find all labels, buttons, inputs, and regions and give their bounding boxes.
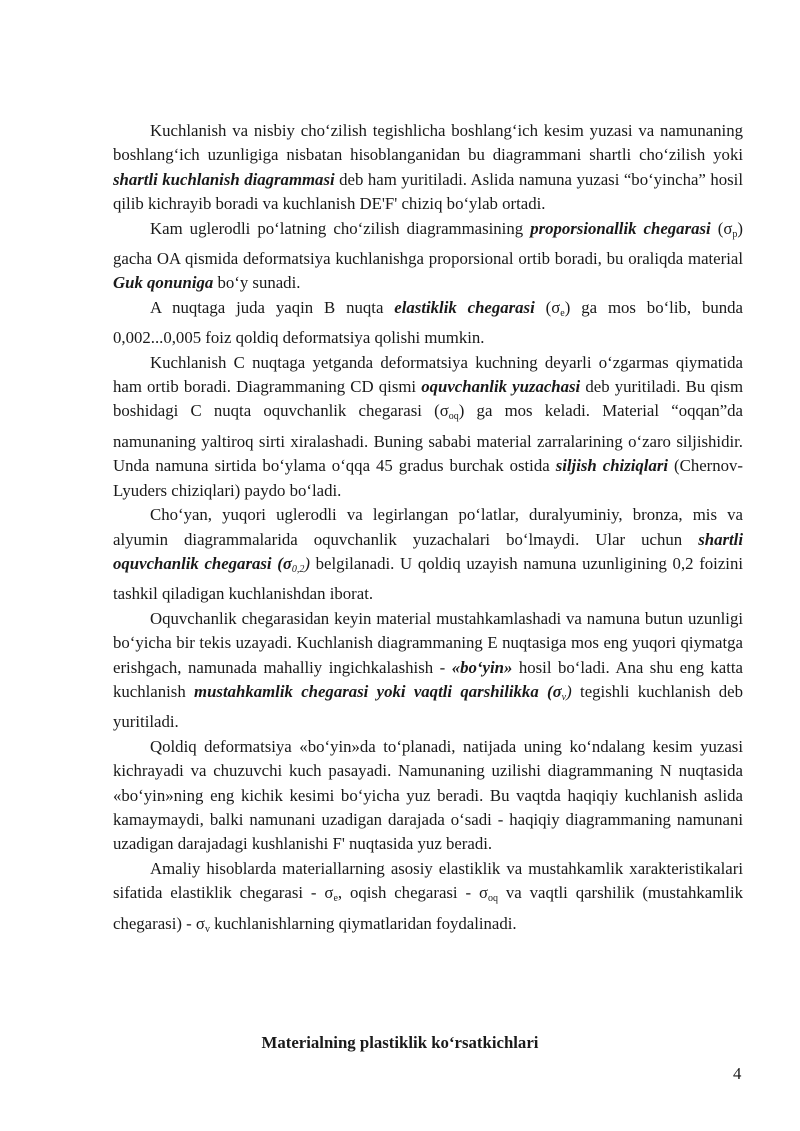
subscript: p [732,228,738,240]
term-guk-qonuni: Guk qonuniga [113,273,214,293]
subscript: 0,2 [291,563,305,575]
text: A nuqtaga juda yaqin B nuqta [150,297,395,317]
section-heading: Materialning plastiklik ko‘rsatkichlari [261,1033,539,1052]
term-elastiklik-chegarasi: elastiklik chegarasi [394,297,535,317]
text: ) [566,681,572,701]
page-number: 4 [733,1064,742,1083]
paragraph-1 [113,119,743,217]
text: va vaqtli qarshilik (mustahkamlik chegarasi) - σ [113,883,743,933]
text: deb yuritiladi. Bu qism boshidagi C nuqta oquvchanlik chegarasi (σ [113,377,744,421]
subscript: oq [448,411,459,423]
text: (σ [710,218,733,238]
text: Cho‘yan, yuqori uglerodli va legirlangan po‘latlar, duralyuminiy, bronza, mis va alyumin diagrammalarida oquvchanlik yuzachalari bo‘lmaydi. Ular uchun [113,505,743,549]
text: (σ [534,297,561,317]
text: Amaliy hisoblarda materiallarning asosiy elastiklik va mustahkamlik xarakteristikalari sifatida elastiklik chegarasi - σ [113,858,743,903]
paragraph-6 [113,607,743,735]
text: hosil bo‘ladi. Ana shu eng katta kuchlanish [113,657,743,701]
term-proporsionallik-chegarasi: proporsionallik chegarasi [530,218,711,238]
subscript: e [333,893,338,905]
paragraph-7 [113,735,743,857]
term-siljish-chiziqlari: siljish chiziqlari [555,456,669,476]
paragraph-2 [113,217,743,296]
document-body [113,119,743,942]
text: Oquvchanlik chegarasidan keyin material mustahkamlashadi va namuna butun uzunligi bo‘yicha bir tekis uzayadi. Kuchlanish diagrammaning E nuqtasiga mos eng yuqori qiymatga erishgach, namunada mahalliy ingichkalashish - [113,608,743,677]
subscript: oq [488,893,498,905]
text: Kam uglerodli po‘latning cho‘zilish diagrammasining [150,218,531,238]
paragraph-5 [113,503,743,607]
text: deb ham yuritiladi. Aslida namuna yuzasi “bo‘yincha” hosil qilib kichrayib boradi va kuchlanish DE'F' chiziq bo‘ylab ortadi. [113,169,743,214]
text: Kuchlanish va nisbiy cho‘zilish tegishlicha boshlang‘ich kesim yuzasi va namunaning boshlang‘ich uzunligiga nisbatan hisoblanganidan bu diagrammani shartli cho‘zilish yoki [113,121,743,165]
term-shartli-kuchlanish-diagrammasi: shartli kuchlanish diagrammasi [113,169,335,189]
text: , oqish chegarasi - σ [337,883,488,903]
text: tegishli kuchlanish deb yuritiladi. [113,681,744,732]
paragraph-8 [113,857,743,942]
text: ) ga mos bo‘lib, bunda 0,002...0,005 foiz qoldiq deformatsiya qolishi mumkin. [113,297,743,348]
text: ) [304,553,310,573]
text: bo‘y sunadi. [213,273,301,293]
paragraph-3 [113,296,743,351]
term-oquvchanlik-yuzachasi: oquvchanlik yuzachasi [421,377,581,397]
paragraph-4 [113,351,743,503]
text: belgilanadi. U qoldiq uzayish namuna uzunligining 0,2 foizini tashkil qiladigan kuchlanishdan iborat. [113,553,743,604]
text: Kuchlanish C nuqtaga yetganda deformatsiya kuchning deyarli o‘zgarmas qiymatida ham ortib boradi. Diagrammaning CD qismi [113,352,743,397]
subscript: v [204,923,210,935]
text: ) ga mos keladi. Material “oqqan”da namunaning yaltiroq sirti xiralashadi. Buning sababi material zarralarining o‘zaro siljishidir. Unda namuna sirtida bo‘ylama o‘qqa 45 gradus burchak ostida [113,401,743,476]
subscript: e [560,307,565,319]
text: ) gacha OA qismida deformatsiya kuchlanishga proporsional ortib boradi, bu oraliqda material [113,218,743,269]
term-boyin: «bo‘yin» [451,657,513,677]
text: (Chernov-Lyuders chiziqlari) paydo bo‘ladi. [113,456,744,500]
text: kuchlanishlarning qiymatlaridan foydalinadi. [209,913,517,933]
term-shartli-oquvchanlik-chegarasi: shartli oquvchanlik chegarasi (σ [113,529,743,573]
text: Qoldiq deformatsiya «bo‘yin»da to‘planadi, natijada uning ko‘ndalang kesim yuzasi kichrayadi va chuzuvchi kuch pasayadi. Namunaning uzilishi diagrammaning N nuqtasida «bo‘yin»ning eng kichik kesimi bo‘yicha yuz beradi. Bu vaqtda haqiqiy kuchlanish aslida kamaymaydi, balki namunani uzadigan darajada o‘sadi - haqiqiy diagrammaning namunani uzadigan darajadagi kushlanishi F' nuqtasida yuz beradi. [113,736,743,854]
subscript: v [561,691,567,703]
term-mustahkamlik-chegarasi: mustahkamlik chegarasi yoki vaqtli qarshilikka (σ [194,681,562,701]
